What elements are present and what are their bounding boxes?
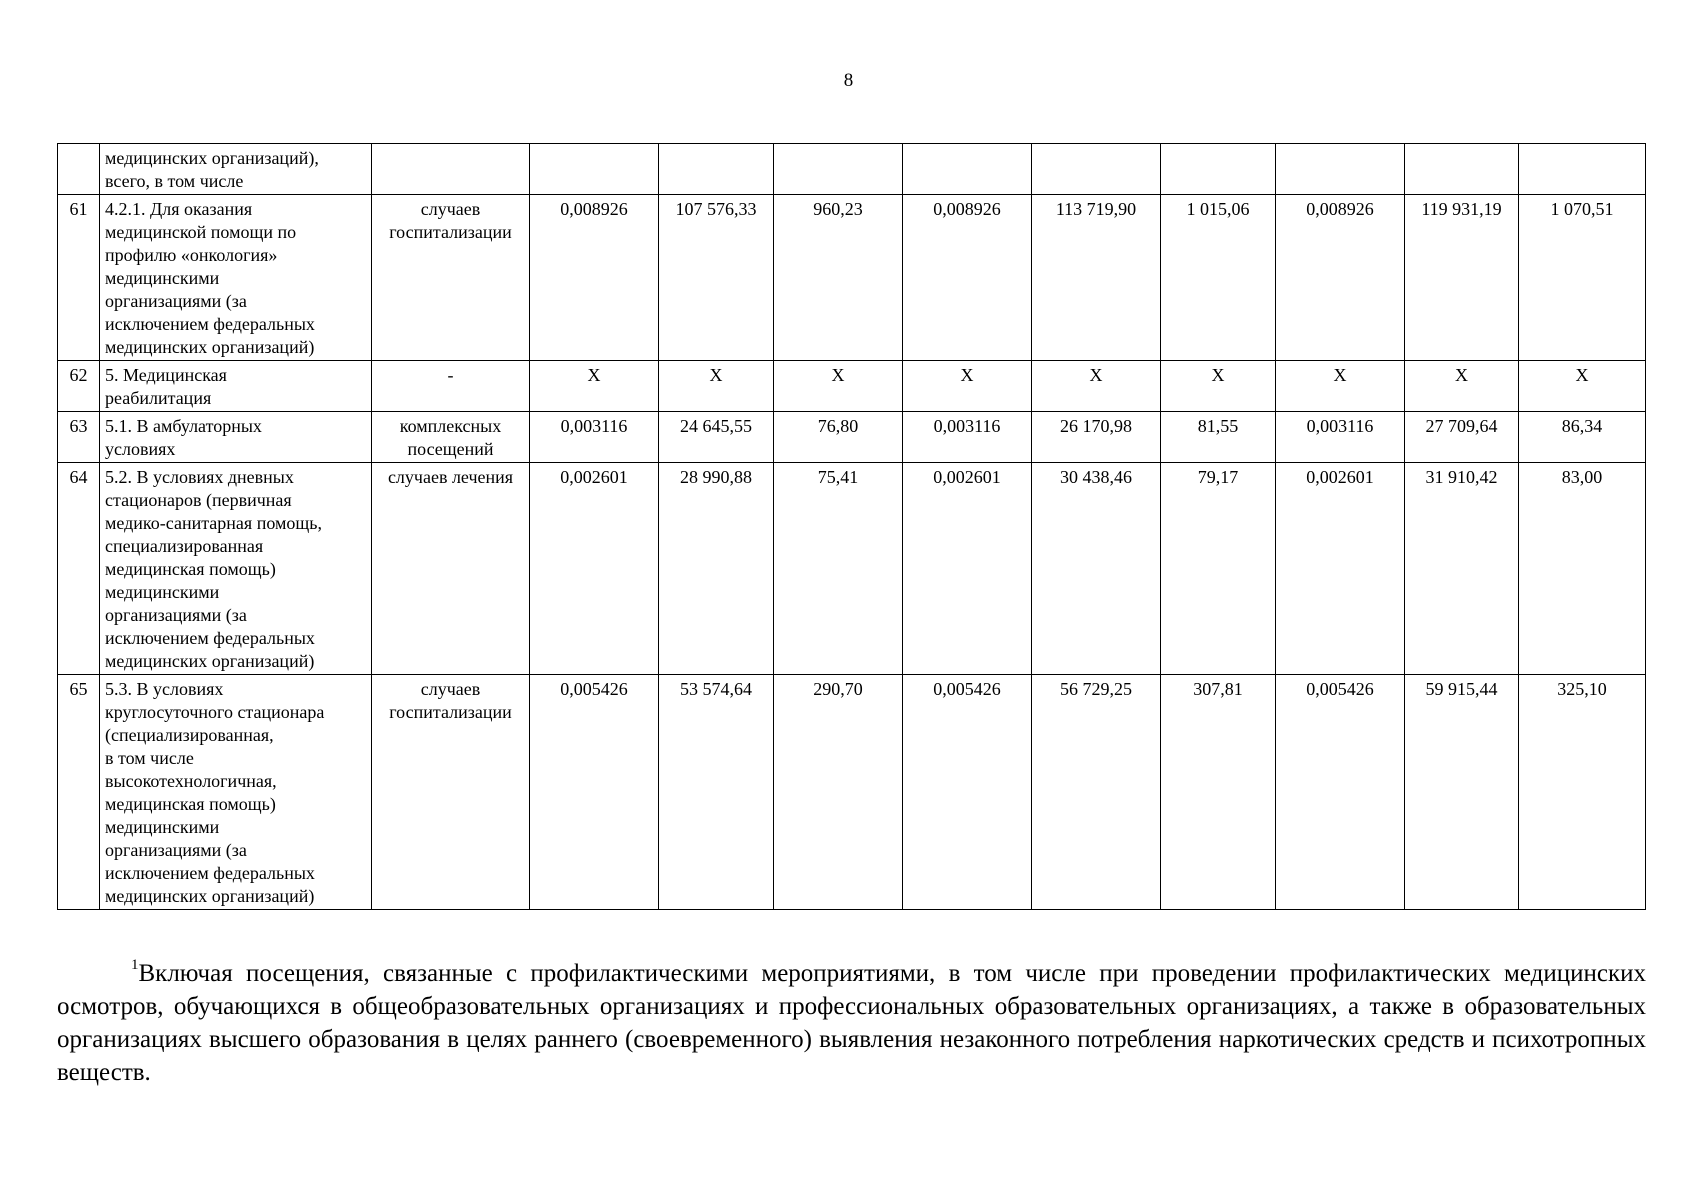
value-cell: 960,23	[774, 195, 903, 361]
row-number-cell	[58, 144, 100, 195]
value-cell: Х	[659, 361, 774, 412]
value-cell: 1 070,51	[1519, 195, 1646, 361]
data-table	[57, 143, 1646, 910]
value-cell: 0,005426	[530, 675, 659, 910]
indicator-name-cell: 4.2.1. Для оказания медицинской помощи по профилю «онкология» медицинскими организациями (за исключением федеральных медицинских организаций)	[100, 195, 372, 361]
value-cell: 0,005426	[1276, 675, 1405, 910]
value-cell	[530, 144, 659, 195]
table-row	[58, 412, 1646, 463]
value-cell: 56 729,25	[1032, 675, 1161, 910]
value-cell: 31 910,42	[1405, 463, 1519, 675]
value-cell	[1276, 144, 1405, 195]
value-cell: Х	[903, 361, 1032, 412]
unit-cell: случаев госпитализации	[372, 195, 530, 361]
value-cell	[1519, 144, 1646, 195]
value-cell	[903, 144, 1032, 195]
value-cell: 290,70	[774, 675, 903, 910]
value-cell: 0,008926	[530, 195, 659, 361]
value-cell: 0,008926	[1276, 195, 1405, 361]
value-cell: 59 915,44	[1405, 675, 1519, 910]
indicator-name-cell: 5. Медицинская реабилитация	[100, 361, 372, 412]
value-cell	[1161, 144, 1276, 195]
value-cell: Х	[1276, 361, 1405, 412]
indicator-name-cell: медицинских организаций), всего, в том числе	[100, 144, 372, 195]
value-cell: 0,002601	[530, 463, 659, 675]
row-number-cell: 64	[58, 463, 100, 675]
unit-cell: -	[372, 361, 530, 412]
value-cell: 113 719,90	[1032, 195, 1161, 361]
value-cell: 0,008926	[903, 195, 1032, 361]
value-cell: 75,41	[774, 463, 903, 675]
table-row	[58, 195, 1646, 361]
value-cell: 0,002601	[1276, 463, 1405, 675]
value-cell: 0,003116	[530, 412, 659, 463]
unit-cell: случаев лечения	[372, 463, 530, 675]
value-cell: 83,00	[1519, 463, 1646, 675]
value-cell: 81,55	[1161, 412, 1276, 463]
value-cell: 0,003116	[1276, 412, 1405, 463]
value-cell: Х	[1161, 361, 1276, 412]
value-cell	[1032, 144, 1161, 195]
value-cell: 0,005426	[903, 675, 1032, 910]
value-cell: 107 576,33	[659, 195, 774, 361]
unit-cell: комплексных посещений	[372, 412, 530, 463]
value-cell: 30 438,46	[1032, 463, 1161, 675]
value-cell: 79,17	[1161, 463, 1276, 675]
value-cell	[1405, 144, 1519, 195]
value-cell: Х	[774, 361, 903, 412]
value-cell: 325,10	[1519, 675, 1646, 910]
indicator-name-cell: 5.1. В амбулаторных условиях	[100, 412, 372, 463]
row-number-cell: 63	[58, 412, 100, 463]
value-cell: Х	[1032, 361, 1161, 412]
value-cell: Х	[1519, 361, 1646, 412]
value-cell: 119 931,19	[1405, 195, 1519, 361]
footnote	[57, 957, 1646, 1089]
table-row	[58, 463, 1646, 675]
value-cell: 1 015,06	[1161, 195, 1276, 361]
value-cell: 86,34	[1519, 412, 1646, 463]
value-cell: 0,003116	[903, 412, 1032, 463]
table-row	[58, 361, 1646, 412]
table-row	[58, 675, 1646, 910]
value-cell: 0,002601	[903, 463, 1032, 675]
unit-cell: случаев госпитализации	[372, 675, 530, 910]
unit-cell	[372, 144, 530, 195]
row-number-cell: 65	[58, 675, 100, 910]
value-cell: 307,81	[1161, 675, 1276, 910]
footnote-text: Включая посещения, связанные с профилактическими мероприятиями, в том числе при проведении профилактических медицинских осмотров, обучающихся в общеобразовательных организациях и профессиональных образовательных организациях, а также в образовательных организациях высшего образования в целях раннего (своевременного) выявления незаконного потребления наркотических средств и психотропных веществ.	[57, 960, 1646, 1086]
value-cell: 53 574,64	[659, 675, 774, 910]
value-cell: 27 709,64	[1405, 412, 1519, 463]
value-cell	[774, 144, 903, 195]
indicator-name-cell: 5.3. В условиях круглосуточного стационара (специализированная, в том числе высокотехнологичная, медицинская помощь) медицинскими организациями (за исключением федеральных медицинских организаций)	[100, 675, 372, 910]
value-cell	[659, 144, 774, 195]
value-cell: 28 990,88	[659, 463, 774, 675]
value-cell: 76,80	[774, 412, 903, 463]
row-number-cell: 61	[58, 195, 100, 361]
indicator-name-cell: 5.2. В условиях дневных стационаров (первичная медико-санитарная помощь, специализированная медицинская помощь) медицинскими организациями (за исключением федеральных медицинских организаций)	[100, 463, 372, 675]
value-cell: 24 645,55	[659, 412, 774, 463]
value-cell: 26 170,98	[1032, 412, 1161, 463]
value-cell: Х	[1405, 361, 1519, 412]
value-cell: Х	[530, 361, 659, 412]
table-row	[58, 144, 1646, 195]
page-number: 8	[843, 70, 854, 91]
row-number-cell: 62	[58, 361, 100, 412]
footnote-marker: 1	[131, 957, 139, 973]
